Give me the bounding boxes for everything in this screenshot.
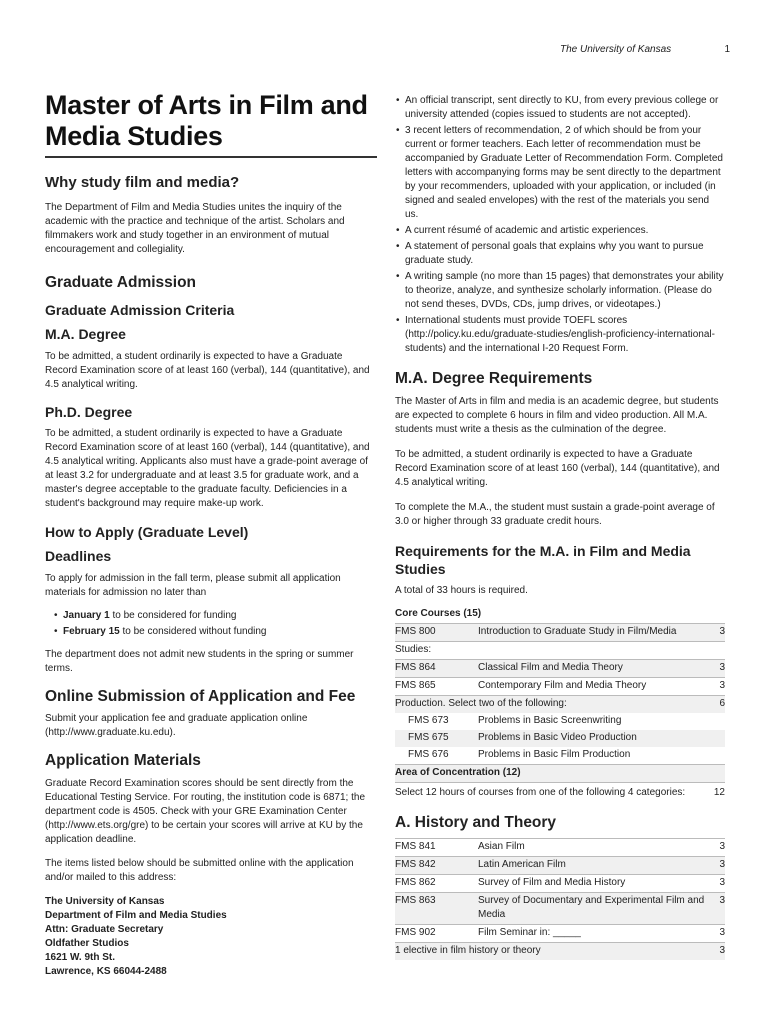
table-row — [395, 875, 725, 893]
course-hours: 3 — [705, 678, 725, 696]
address-line: 1621 W. 9th St. — [45, 952, 116, 963]
table-row — [395, 696, 725, 714]
table-row — [395, 765, 725, 783]
course-hours: 6 — [705, 696, 725, 714]
running-title: The University of Kansas — [560, 44, 672, 55]
table-row — [395, 783, 725, 803]
course-code: FMS 675 — [395, 730, 478, 747]
course-code: FMS 841 — [395, 839, 478, 857]
history-courses-table — [395, 838, 725, 960]
course-title: Problems in Basic Screenwriting — [478, 715, 622, 726]
total-hours-note: A total of 33 hours is required. — [395, 585, 528, 596]
ma-requirements-heading: M.A. Degree Requirements — [395, 370, 593, 387]
course-code: FMS 902 — [395, 925, 478, 943]
deadlines-body: To apply for admission in the fall term, please submit all application materials for admission no later than — [45, 573, 341, 598]
ma-requirements-p1: The Master of Arts in film and media is an academic degree, but students are expected to complete 6 hours in film and video production. All M.A. students must write a thesis as the culmination of the degree. — [395, 396, 719, 435]
phd-admission-body: To be admitted, a student ordinarily is expected to have a Graduate Record Examination score of at least 160 (verbal), 144 (quantitative), and 4.5 analytical writing. Applicants also must have a grade-point average of at least 3.2 for undergraduate and at least 3.5 for graduate work, and a master's degree acceptable to the graduate faculty. Deficiencies in a student's background may require make-up work. — [45, 428, 370, 509]
course-hours: 3 — [711, 943, 725, 961]
table-row — [395, 713, 725, 730]
course-title: Latin American Film — [478, 857, 711, 875]
course-hours: 3 — [711, 893, 725, 925]
list-item: • A current résumé of academic and artistic experiences. — [395, 224, 725, 238]
course-title: Film Seminar in: _____ — [478, 925, 711, 943]
table-row — [395, 606, 725, 624]
criteria-heading: Graduate Admission Criteria — [45, 302, 235, 318]
why-heading: Why study film and media? — [45, 174, 240, 191]
address-line: The University of Kansas — [45, 896, 165, 907]
page-title: Master of Arts in Film and Media Studies — [45, 90, 368, 151]
table-row — [395, 660, 725, 678]
list-item: • 3 recent letters of recommendation, 2 of which should be from your current or former teachers. Each letter of recommendation must be accompanied by Graduate Letter of Recommendation Form. Completed letters with accompanying forms may be sent directly to the department by your recommenders, uploaded with your application, or included (in signed and sealed envelopes) with the rest of the materials you send us. — [395, 124, 725, 222]
ma-requirements-p3: To complete the M.A., the student must sustain a grade-point average of 3.0 or higher through 33 graduate credit hours. — [395, 502, 715, 527]
course-hours: 3 — [705, 624, 725, 642]
table-row — [395, 747, 725, 765]
course-code: FMS 800 — [395, 624, 478, 642]
course-code: FMS 673 — [408, 715, 449, 726]
online-submission-heading: Online Submission of Application and Fee — [45, 688, 356, 705]
course-title: Asian Film — [478, 839, 711, 857]
course-title: Survey of Film and Media History — [478, 875, 711, 893]
course-hours: 3 — [711, 839, 725, 857]
address-line: Attn: Graduate Secretary — [45, 924, 164, 935]
list-item: • January 1 to be considered for funding — [45, 609, 377, 623]
course-title: Survey of Documentary and Experimental Film and Media — [478, 893, 711, 925]
table-row — [395, 642, 725, 660]
table-row — [395, 730, 725, 747]
course-code: FMS 864 — [395, 660, 478, 678]
left-column — [45, 90, 377, 979]
course-hours: 3 — [711, 857, 725, 875]
title-divider — [45, 156, 377, 158]
course-title: Introduction to Graduate Study in Film/Media — [478, 624, 705, 642]
table-row — [395, 857, 725, 875]
table-row — [395, 624, 725, 642]
course-title — [478, 642, 705, 660]
address-line: Oldfather Studios — [45, 938, 129, 949]
course-title: Classical Film and Media Theory — [478, 660, 705, 678]
right-column — [395, 94, 725, 960]
course-code: FMS 842 — [395, 857, 478, 875]
page-number: 1 — [724, 44, 730, 55]
course-code: FMS 865 — [395, 678, 478, 696]
production-label: Production. Select two of the following: — [395, 696, 705, 714]
materials-list — [395, 94, 725, 356]
list-item: • An official transcript, sent directly to KU, from every previous college or university attended (copies issued to students are not accepted). — [395, 94, 725, 122]
page-header — [560, 44, 730, 55]
ma-degree-heading: M.A. Degree — [45, 326, 126, 342]
course-code: Studies: — [395, 642, 478, 660]
address-line: Lawrence, KS 66044-2488 — [45, 966, 167, 977]
list-item: • International students must provide TOEFL scores (http://policy.ku.edu/graduate-studies/english-proficiency-international-students) and the international I-20 Request Form. — [395, 314, 725, 356]
course-hours: 3 — [711, 925, 725, 943]
course-code: FMS 676 — [408, 749, 449, 760]
course-title: Problems in Basic Film Production — [478, 749, 631, 760]
table-row — [395, 925, 725, 943]
list-item: • A statement of personal goals that explains why you want to pursue graduate study. — [395, 240, 725, 268]
how-to-apply-heading: How to Apply (Graduate Level) — [45, 524, 249, 540]
why-body: The Department of Film and Media Studies unites the inquiry of the academic with the practice and technique of the artist. Scholars and filmmakers work and study together in an environment of mutual encouragement and collegiality. — [45, 202, 345, 255]
table-row — [395, 943, 725, 961]
list-item: • February 15 to be considered without funding — [45, 625, 377, 639]
phd-degree-heading: Ph.D. Degree — [45, 404, 133, 420]
ma-requirements-p2: To be admitted, a student ordinarily is expected to have a Graduate Record Examination score of at least 160 (verbal), 144 (quantitative), and 4.5 analytical writing. — [395, 449, 720, 488]
list-item: • A writing sample (no more than 15 pages) that demonstrates your ability to theorize, analyze, and synthesize scholarly information. (Please do not send theses, DVDs, CDs, jump drives, or videotapes.) — [395, 270, 725, 312]
core-courses-table — [395, 606, 725, 802]
area-select-note: Select 12 hours of courses from one of the following 4 categories: — [395, 783, 705, 803]
mailing-address — [45, 895, 377, 979]
course-title: Contemporary Film and Media Theory — [478, 678, 705, 696]
course-title: Problems in Basic Video Production — [478, 730, 705, 747]
course-hours: 12 — [705, 783, 725, 803]
course-code: FMS 863 — [395, 893, 478, 925]
area-concentration-label: Area of Concentration (12) — [395, 765, 725, 783]
course-hours: 3 — [705, 660, 725, 678]
table-row — [395, 678, 725, 696]
course-code: FMS 862 — [395, 875, 478, 893]
admission-heading: Graduate Admission — [45, 274, 197, 291]
online-submission-body: Submit your application fee and graduate application online (http://www.graduate.ku.edu). — [45, 713, 308, 738]
application-materials-heading: Application Materials — [45, 752, 201, 769]
deadlines-heading: Deadlines — [45, 548, 112, 564]
requirements-heading: Requirements for the M.A. in Film and Media Studies — [395, 543, 691, 577]
core-courses-label: Core Courses (15) — [395, 608, 482, 619]
course-hours: 3 — [711, 875, 725, 893]
table-row — [395, 893, 725, 925]
spring-note: The department does not admit new students in the spring or summer terms. — [45, 649, 354, 674]
elective-note: 1 elective in film history or theory — [395, 943, 711, 961]
ma-admission-body: To be admitted, a student ordinarily is expected to have a Graduate Record Examination score of at least 160 (verbal), 144 (quantitative), and 4.5 analytical writing. — [45, 351, 370, 390]
address-line: Department of Film and Media Studies — [45, 910, 227, 921]
gre-scores-body: Graduate Record Examination scores should be sent directly from the Educational Testing Service. For routing, the institution code is 6871; the department code is 4505. Check with your GRE Examination Center (http://www.ets.org/gre) to be certain your scores will arrive at KU by the application deadline. — [45, 778, 366, 845]
history-theory-heading: A. History and Theory — [395, 814, 557, 831]
course-hours — [705, 642, 725, 660]
deadline-list — [45, 609, 377, 639]
items-submission-body: The items listed below should be submitted online with the application and/or mailed to this address: — [45, 858, 354, 883]
table-row — [395, 839, 725, 857]
